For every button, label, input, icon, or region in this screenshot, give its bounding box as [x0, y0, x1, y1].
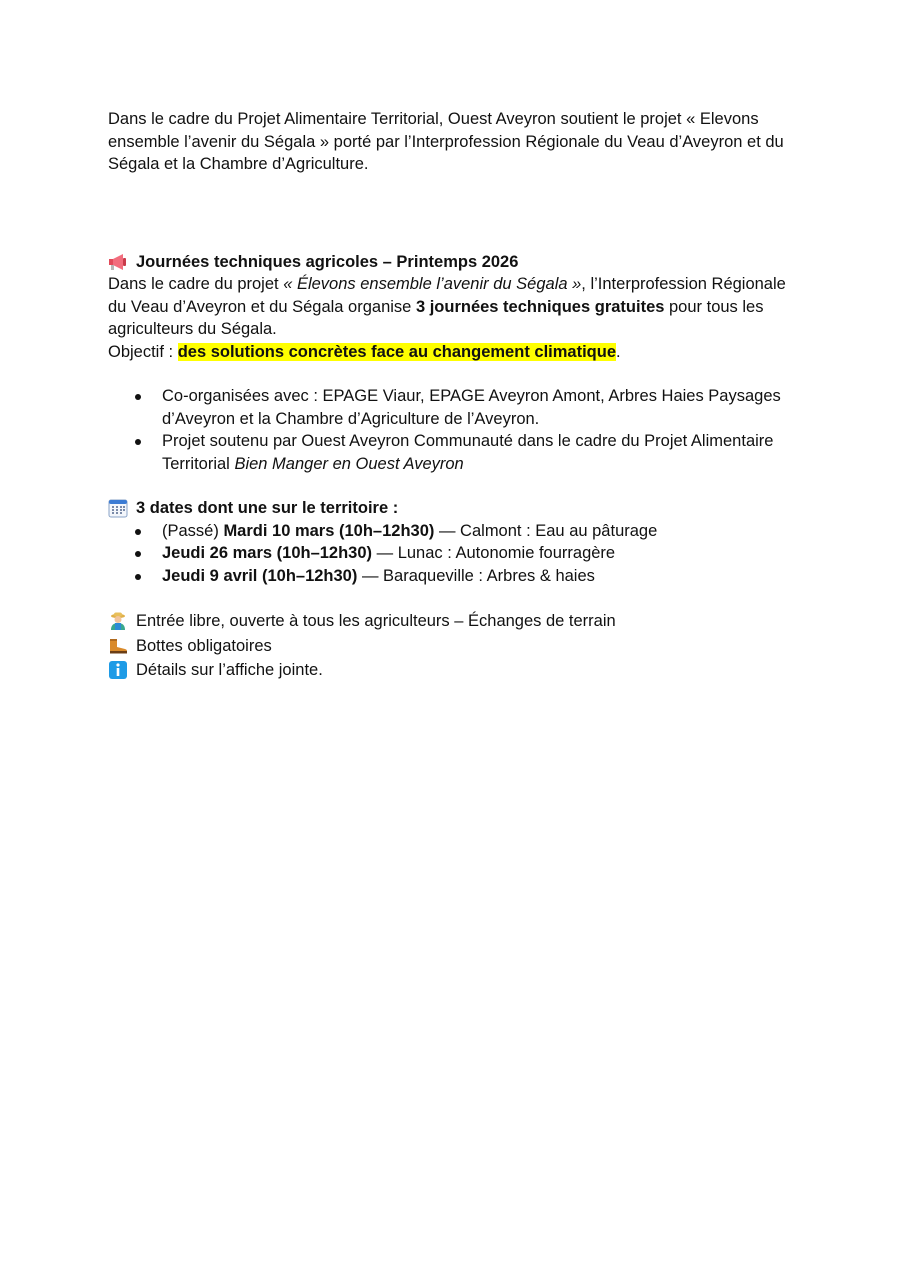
date-details: — Calmont : Eau au pâturage — [434, 521, 658, 540]
objective-label: Objectif : — [108, 342, 178, 361]
list-item — [108, 520, 788, 543]
body-text: , l’Interprofession Régionale du Veau d’Aveyron et du Ségala organise — [108, 275, 786, 316]
list-item — [108, 430, 788, 475]
dates-title: 3 dates dont une sur le territoire : — [136, 499, 399, 517]
objective-end: . — [616, 342, 621, 361]
footer-info-line — [108, 658, 788, 683]
partners-list — [108, 385, 788, 475]
spacer — [108, 475, 788, 497]
project-name: « Élevons ensemble l’avenir du Ségala » — [283, 275, 582, 293]
info-icon — [108, 660, 128, 680]
list-item — [108, 385, 788, 430]
footer-info-text: Détails sur l’affiche jointe. — [136, 661, 323, 679]
date-prefix: (Passé) — [162, 521, 224, 540]
body-text: pour tous les agriculteurs du Ségala. — [108, 297, 764, 338]
date-label: Mardi 10 mars (10h–12h30) — [223, 521, 435, 540]
footer-boots-text: Bottes obligatoires — [136, 636, 272, 655]
spacer — [108, 176, 788, 251]
dates-list — [108, 520, 788, 588]
farmer-icon — [108, 611, 128, 631]
date-details: — Baraqueville : Arbres & haies — [357, 566, 595, 585]
list-item — [108, 542, 788, 565]
calendar-icon — [108, 498, 128, 518]
document-page — [108, 108, 788, 683]
partner-project-name: Bien Manger en Ouest Aveyron — [234, 454, 464, 473]
spacer — [108, 363, 788, 385]
list-item — [108, 565, 788, 588]
objective-line — [108, 341, 788, 364]
objective-highlight: des solutions concrètes face au changement climatique — [177, 342, 617, 361]
date-details: — Lunac : Autonomie fourragère — [372, 544, 616, 562]
date-label: Jeudi 9 avril (10h–12h30) — [162, 566, 358, 585]
spacer — [108, 587, 788, 609]
body-text: Dans le cadre du projet — [108, 275, 284, 293]
megaphone-icon — [108, 252, 128, 272]
date-label: Jeudi 26 mars (10h–12h30) — [162, 544, 373, 562]
dates-heading — [108, 497, 788, 520]
intro-paragraph: Dans le cadre du Projet Alimentaire Territorial, Ouest Aveyron soutient le projet « Elevons ensemble l’avenir du Ségala » porté par l’Interprofession Régionale du Veau d’Aveyron et du Ségala et la Chambre d’Agriculture. — [108, 110, 784, 173]
boot-icon — [108, 636, 128, 656]
partner-text: Co-organisées avec : EPAGE Viaur, EPAGE Aveyron Amont, Arbres Haies Paysages d’Aveyron et la Chambre d’Agriculture de l’Aveyron. — [162, 387, 781, 428]
partner-text: Projet soutenu par Ouest Aveyron Communauté dans le cadre du Projet Alimentaire Territorial — [162, 432, 774, 473]
free-days-count: 3 journées techniques gratuites — [415, 297, 665, 316]
announcement-title: Journées techniques agricoles – Printemps 2026 — [136, 252, 519, 271]
footer-entry-text: Entrée libre, ouverte à tous les agriculteurs – Échanges de terrain — [136, 612, 616, 630]
announcement-body — [108, 273, 788, 341]
footer-boots-line — [108, 634, 788, 659]
announcement-heading — [108, 251, 788, 274]
footer-entry-line — [108, 609, 788, 634]
